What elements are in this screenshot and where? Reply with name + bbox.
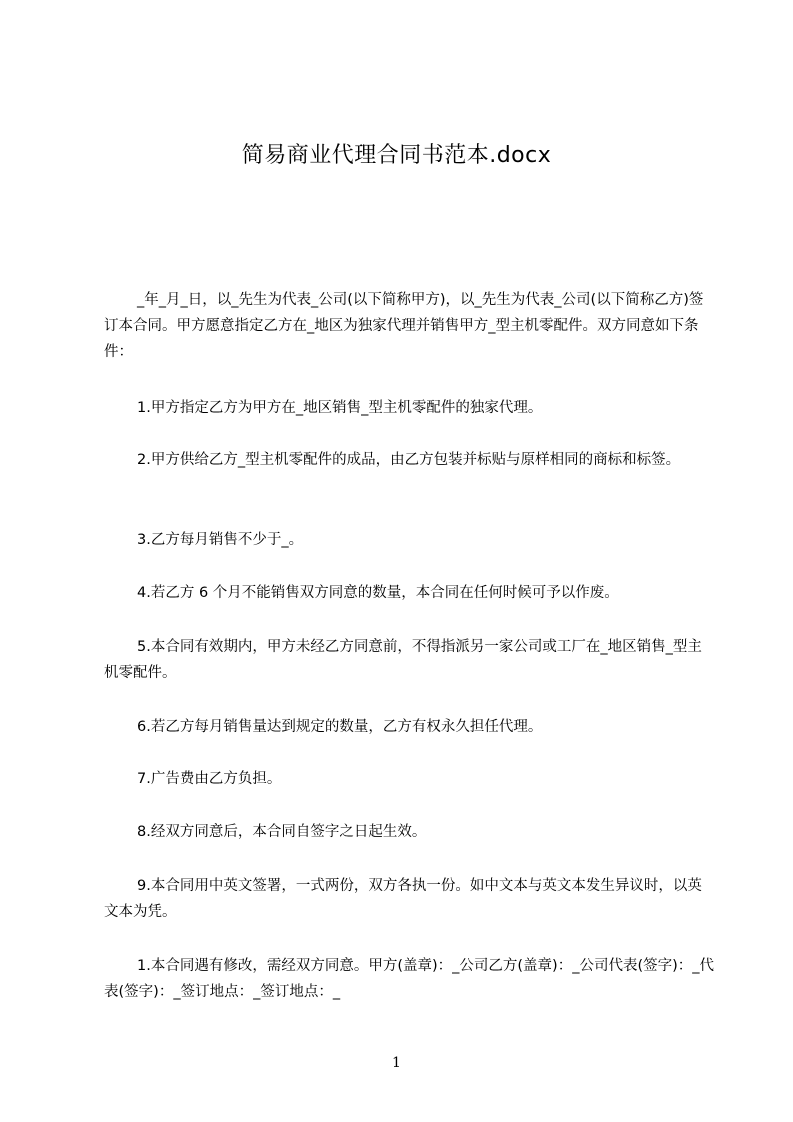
clause-1: 1.甲方指定乙方为甲方在_地区销售_型主机零配件的独家代理。 xyxy=(137,400,543,416)
clause-8: 8.经双方同意后，本合同自签字之日起生效。 xyxy=(137,824,427,840)
clause-2: 2.甲方供给乙方_型主机零配件的成品，由乙方包装并标贴与原样相同的商标和标签。 xyxy=(137,452,681,468)
clause-amendment: 1.本合同遇有修改，需经双方同意。甲方(盖章)：_公司乙方(盖章)：_公司代表(签字)：_代表(签字)：_签订地点：_签订地点：_ xyxy=(104,958,715,1000)
document-title: 简易商业代理合同书范本.docx xyxy=(241,143,552,168)
clause-5: 5.本合同有效期内，甲方未经乙方同意前，不得指派另一家公司或工厂在_地区销售_型主机零配件。 xyxy=(104,639,702,681)
clause-7: 7.广告费由乙方负担。 xyxy=(137,771,282,787)
intro-paragraph: _年_月_日，以_先生为代表_公司(以下简称甲方)，以_先生为代表_公司(以下简称乙方)签订本合同。甲方愿意指定乙方在_地区为独家代理并销售甲方_型主机零配件。双方同意如下条件： xyxy=(104,292,704,360)
clause-9: 9.本合同用中英文签署，一式两份，双方各执一份。如中文本与英文本发生异议时，以英文本为凭。 xyxy=(104,878,702,920)
clause-3: 3.乙方每月销售不少于_。 xyxy=(137,532,304,548)
clause-4: 4.若乙方 6 个月不能销售双方同意的数量，本合同在任何时候可予以作废。 xyxy=(137,585,619,601)
page-number: 1 xyxy=(392,1055,401,1071)
clause-6: 6.若乙方每月销售量达到规定的数量，乙方有权永久担任代理。 xyxy=(137,719,543,735)
